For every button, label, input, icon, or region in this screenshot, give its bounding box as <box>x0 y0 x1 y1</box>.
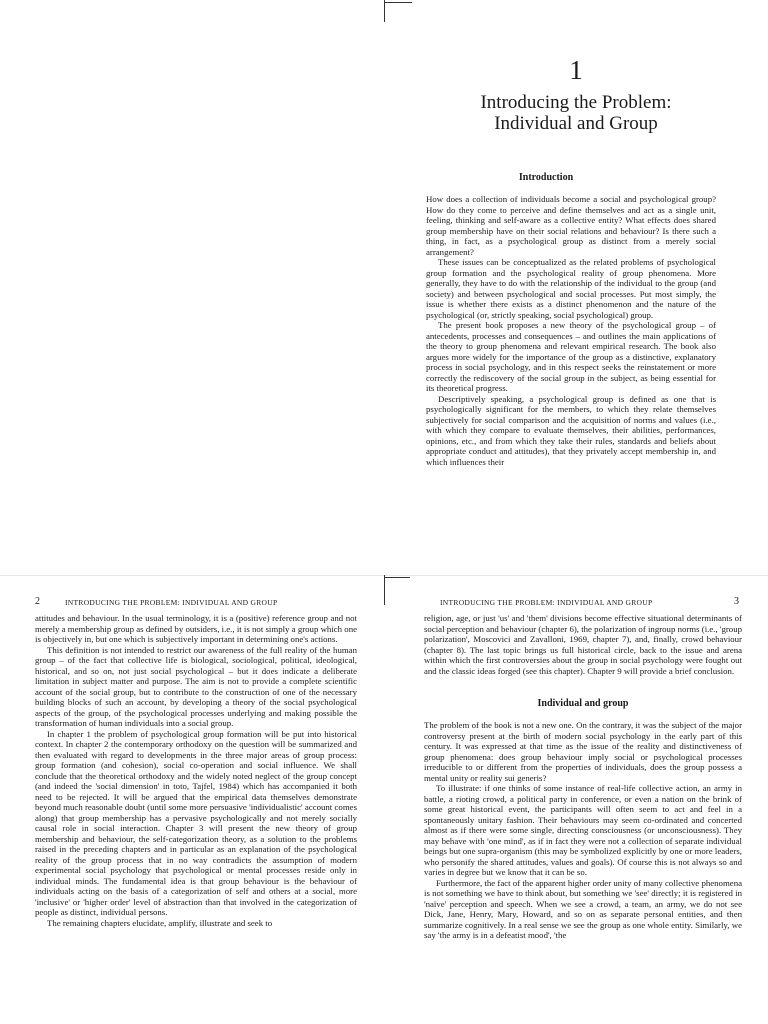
paragraph: The present book proposes a new theory of the psychological group – of antecedents, processes and consequences – and outlines the main applications of the theory to group phenomena and relevant empirical research. The book also argues more widely for the importance of the group as a distinctive, explanatory process in social psychology, and in this respect seeks the reinstatement or more correctly the rediscovery of the social group in the subject, as being essential for its theoretical progress. <box>426 320 716 393</box>
chapter-opening-page <box>384 0 768 575</box>
chapter-title <box>384 92 768 134</box>
paragraph: To illustrate: if one thinks of some instance of real-life collective action, an army in battle, a rioting crowd, a political party in conference, or even a nation on the brink of some great historical event, the participants will often seem to act and feel in a spontaneously unitary fashion. Their behaviours may seem co-ordinated and concerted almost as if there were some single, directing consciousness (or unconsciousness). They may behave with 'one mind', as if in fact they were not a collection of separate individual beings but one supra-organism (this may be symbolized explicitly by one or more leaders, who personify the shared attitudes, values and goals). Of course this is not always so and varies in degree but we know that it can be so. <box>424 783 742 877</box>
paragraph: This definition is not intended to restrict our awareness of the full reality of the human group – of the fact that collective life is biological, sociological, political, ideological, historical, and so on, not just social psychological – but it does indicate a deliberate limitation in subject matter and purpose. The aim is not to provide a complete scientific account of the social group, but to contribute to the construction of one of the necessary building blocks of such an account, by developing a theory of the social psychological aspects of the group, of the psychological processes underlying and making possible the transformation of human individuals into a social group. <box>35 644 357 728</box>
paragraph: attitudes and behaviour. In the usual terminology, it is a (positive) reference group and not merely a membership group as defined by outsiders, i.e., it is not simply a group which one is objectively in, but one which is subjectively important in determining one's actions. <box>35 613 357 644</box>
page-number: 2 <box>35 596 40 607</box>
running-head: INTRODUCING THE PROBLEM: INDIVIDUAL AND GROUP <box>440 598 653 607</box>
crop-mark <box>384 0 385 22</box>
section-heading-individual-and-group: Individual and group <box>537 698 629 709</box>
introduction-text <box>426 194 716 467</box>
paragraph: The problem of the book is not a new one. On the contrary, it was the subject of the major controversy present at the birth of modern social psychology in the early part of this century. It was expressed at that time as the issue of the reality and distinctiveness of group phenomena: does group behaviour imply social or psychological processes irreducible to or different from the properties of individuals, does the group possess a mental unity or reality sui generis? <box>424 720 742 783</box>
chapter-number: 1 <box>569 55 583 85</box>
chapter-title-line2: Individual and Group <box>494 113 658 134</box>
blank-left-page <box>0 0 384 575</box>
page-2 <box>0 575 384 1024</box>
page-3-intro-text <box>424 613 742 676</box>
paragraph: In chapter 1 the problem of psychological group formation will be put into historical context. In chapter 2 the contemporary orthodoxy on the question will be summarized and then evaluated with regard to developments in the three major areas of group process: group formation (and cohesion), social co-operation and social influence. We shall conclude that the theoretical orthodoxy and the widely noted neglect of the group concept (and indeed the 'social dimension' in toto, Tajfel, 1984) which has accompanied it both need to be rejected. It will be argued that the empirical data themselves demonstrate beyond much reasonable doubt (until some more persuasive 'individualistic' account comes along) that group membership has a pervasive psychologically and not merely socially causal role in social interaction. Chapter 3 will present the new theory of group membership and behaviour, the self-categorization theory, as a solution to the problems raised in the preceding chapters and in particular as an explanation of the psychological reality of the group process that in no way contradicts the assumption of modern experimental social psychology that psychological or mental processes reside only in individual minds. The fundamental idea is that group behaviour is the behaviour of individuals acting on the basis of a categorization of self and others at a social, more 'inclusive' or 'higher order' level of abstraction than that involved in the categorization of people as distinct, individual persons. <box>35 728 357 917</box>
paragraph: These issues can be conceptualized as the related problems of psychological group formation and the psychological reality of group phenomena. More generally, they have to do with the relationship of the individual to the group (and society) and between psychological and social processes. Put most simply, the issue is whether there exists as a distinct phenomenon and the nature of the psychological (or, strictly speaking, social psychological) group. <box>426 257 716 320</box>
paragraph: Descriptively speaking, a psychological group is defined as one that is psychologically significant for the members, to which they relate themselves subjectively for social comparison and the acquisition of norms and values (i.e., with which they compare to evaluate themselves, their abilities, performances, opinions, etc., and from which they take their rules, standards and beliefs about appropriate conduct and attitudes), that they privately accept membership in, and which influences their <box>426 393 716 467</box>
page-2-text <box>35 613 357 928</box>
running-head: INTRODUCING THE PROBLEM: INDIVIDUAL AND GROUP <box>65 598 278 607</box>
page-3 <box>384 575 768 1024</box>
chapter-title-line1: Introducing the Problem: <box>480 92 672 113</box>
page-number: 3 <box>734 596 739 607</box>
paragraph: religion, age, or just 'us' and 'them' divisions become effective situational determinants of social perception and behaviour (chapter 6), the polarization of ingroup norms (i.e., 'group polarization', Moscovici and Zavalloni, 1969, chapter 7), and, finally, crowd behaviour (chapter 8). The last topic brings us full historical circle, back to the issue and arena within which the first controversies about the group in social psychology were fought out and the classic ideas forged (see this chapter). Chapter 9 will provide a brief conclusion. <box>424 613 742 676</box>
crop-mark <box>384 2 412 3</box>
bottom-spread <box>0 575 768 1024</box>
page-3-text <box>424 720 742 941</box>
paragraph: The remaining chapters elucidate, amplify, illustrate and seek to <box>47 917 273 928</box>
paragraph: Furthermore, the fact of the apparent higher order unity of many collective phenomena is not something we have to think about, but something we 'see' directly; it is registered in 'naïve' perception and speech. When we see a crowd, a team, an army, we do not see Dick, Jane, Henry, Mary, Howard, and so on as separate personal entities, and then summarize cognitively. In a real sense we see the group as one whole entity. Similarly, we say 'the army is in a defeatist mood', 'the <box>424 877 742 940</box>
paragraph: How does a collection of individuals become a social and psychological group? How do they come to perceive and define themselves and act as a single unit, feeling, thinking and self-aware as a collective entity? What effects does shared group membership have on their social relations and behaviour? Is there such a thing, in fact, as a psychological group as distinct from a merely social arrangement? <box>426 194 716 257</box>
section-heading-introduction: Introduction <box>518 172 574 183</box>
